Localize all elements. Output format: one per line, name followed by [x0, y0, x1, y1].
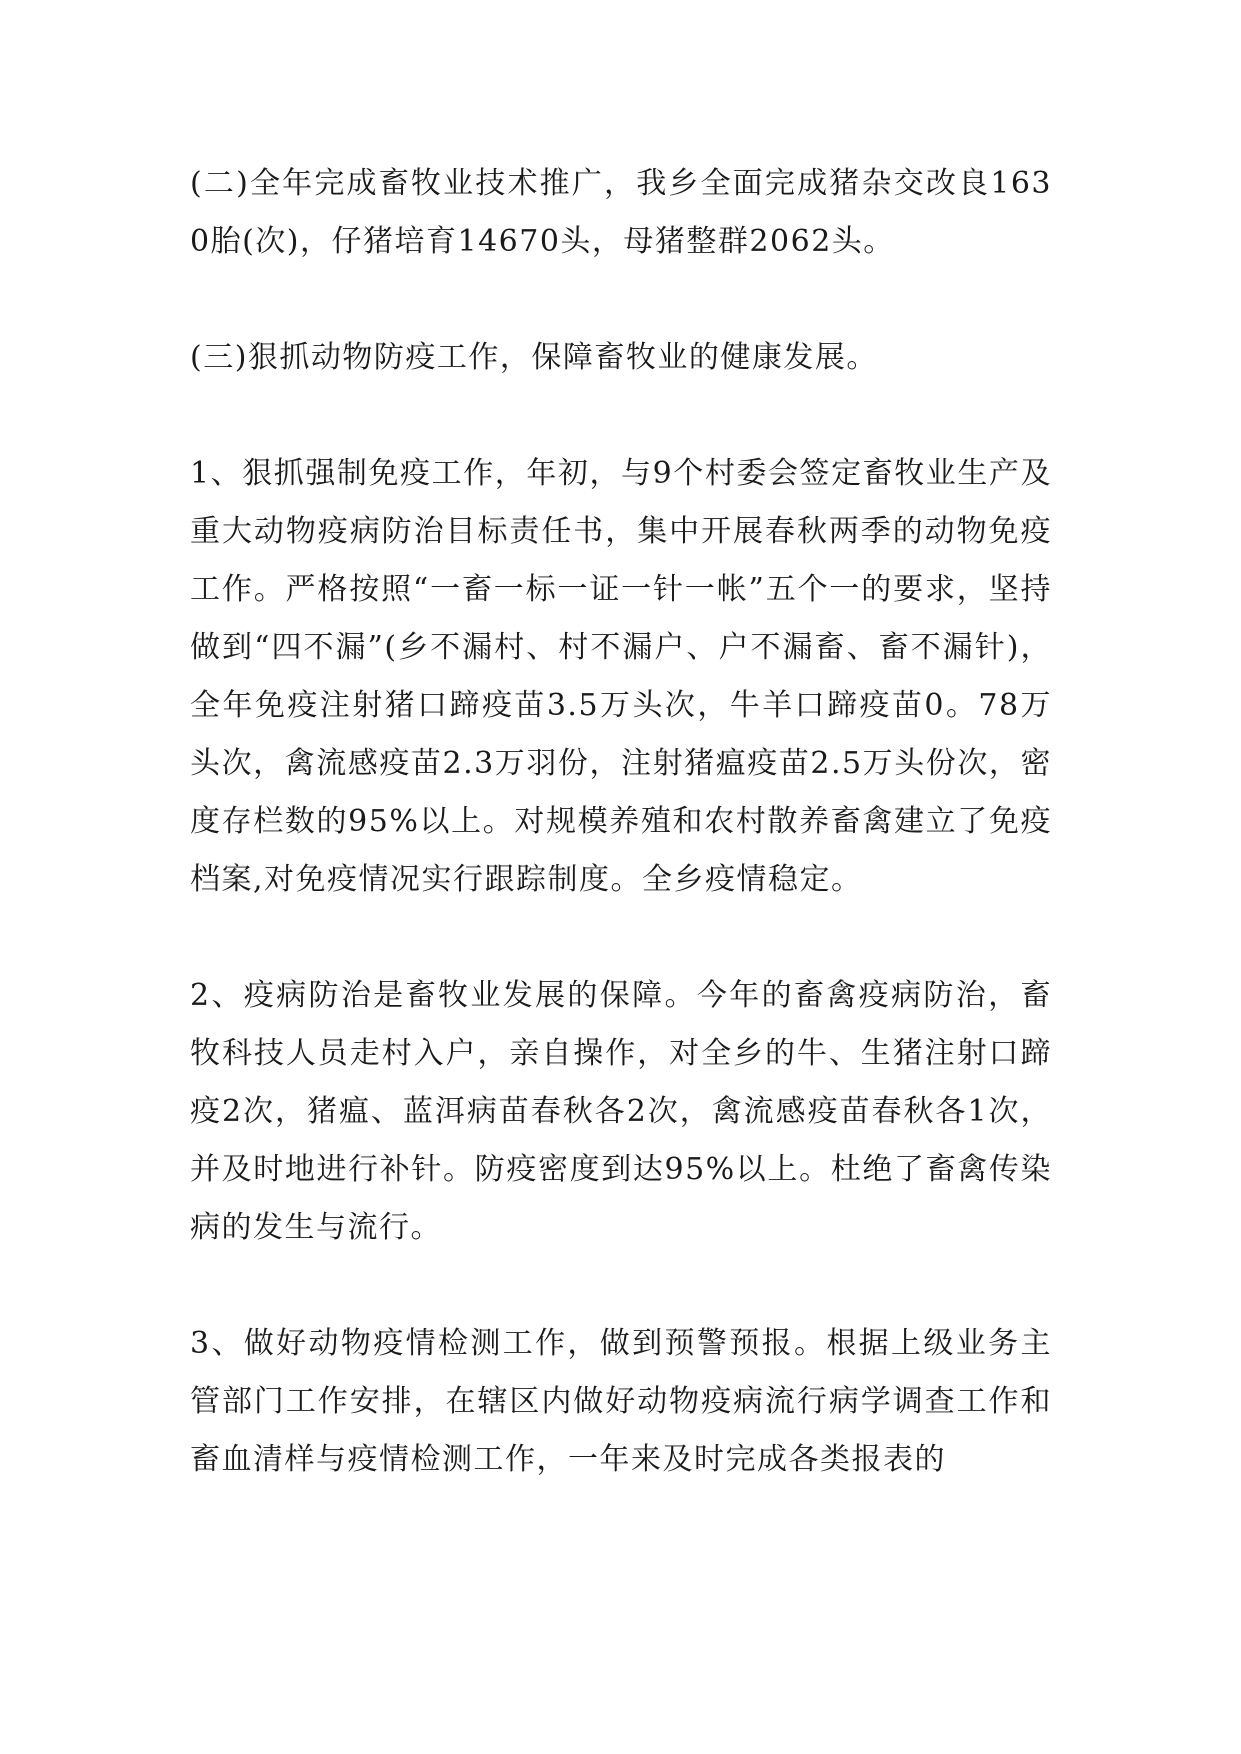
paragraph-mandatory-immunization: 1、狠抓强制免疫工作，年初，与9个村委会签定畜牧业生产及重大动物疫病防治目标责任书，集中开展春秋两季的动物免疫工作。严格按照“一畜一标一证一针一帐”五个一的要求，坚持做到“四不漏”(乡不漏村、村不漏户、户不漏畜、畜不漏针)，全年免疫注射猪口蹄疫苗3.5万头次，牛羊口蹄疫苗0。78万头次，禽流感疫苗2.3万羽份，注射猪瘟疫苗2.5万头份次，密度存栏数的95%以上。对规模养殖和农村散养畜禽建立了免疫档案,对免疫情况实行跟踪制度。全乡疫情稳定。 [190, 456, 1052, 897]
paragraph-epidemic-prevention-heading: (三)狠抓动物防疫工作，保障畜牧业的健康发展。 [190, 340, 878, 375]
paragraph-epidemic-monitoring: 3、做好动物疫情检测工作，做到预警预报。根据上级业务主管部门工作安排，在辖区内做好动物疫病流行病学调查工作和畜血清样与疫情检测工作，一年来及时完成各类报表的 [190, 1326, 1052, 1477]
paragraph-livestock-tech-promotion: (二)全年完成畜牧业技术推广，我乡全面完成猪杂交改良1630胎(次)，仔猪培育14670头，母猪整群2062头。 [190, 166, 1052, 259]
paragraph-disease-control: 2、疫病防治是畜牧业发展的保障。今年的畜禽疫病防治，畜牧科技人员走村入户，亲自操作，对全乡的牛、生猪注射口蹄疫2次，猪瘟、蓝洱病苗春秋各2次，禽流感疫苗春秋各1次，并及时地进行补针。防疫密度到达95%以上。杜绝了畜禽传染病的发生与流行。 [190, 978, 1052, 1245]
document-body [190, 155, 1052, 1547]
